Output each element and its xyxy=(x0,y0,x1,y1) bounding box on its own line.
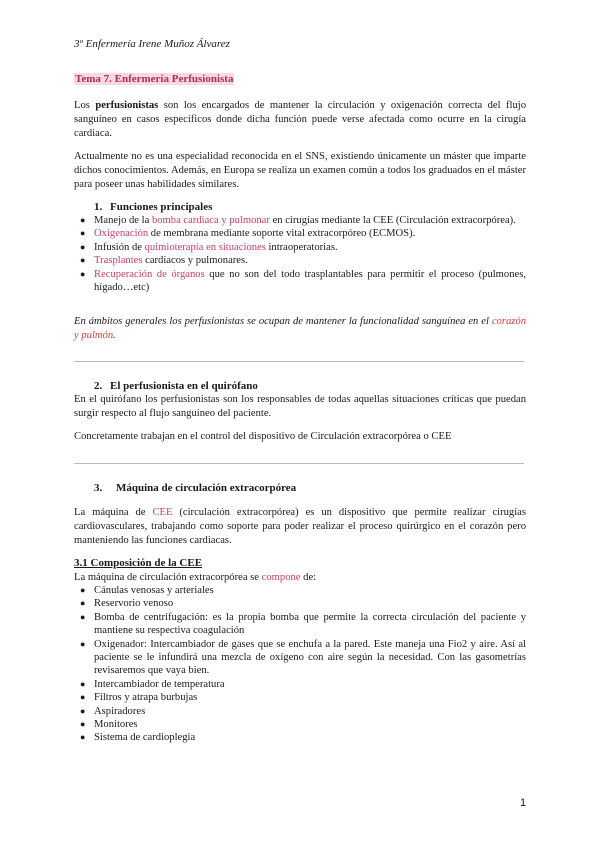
page-title: Tema 7. Enfermería Perfusionista xyxy=(75,73,234,85)
bullet-icon: ● xyxy=(80,228,86,239)
list-item: ● Infusión de quimioterapia en situaciones intraoperatorias. xyxy=(80,241,338,253)
bullet-icon: ● xyxy=(80,611,86,622)
list-item: ● Monitores xyxy=(80,719,138,731)
bullet-icon: ● xyxy=(80,215,86,225)
divider xyxy=(74,361,524,362)
list-item: ● Aspiradores xyxy=(80,705,146,717)
section-2-heading: 2. El perfusionista en el quirófano xyxy=(94,380,258,392)
bullet-icon: ● xyxy=(80,719,86,730)
list-item: ● Intercambiador de temperatura xyxy=(80,678,225,690)
term-perfusionistas: perfusionistas xyxy=(95,100,159,111)
section-2-paragraph-1: En el quirófano los perfusionistas son los responsables de todas aquellas situaciones críticas que puedan surgir respecto al flujo sanguíneo del paciente. xyxy=(74,394,526,420)
list-item: ● Oxigenación de membrana mediante soporte vital extracorpóreo (ECMOS). xyxy=(80,228,416,240)
divider xyxy=(74,463,524,464)
bullet-icon: ● xyxy=(80,241,86,252)
bullet-icon: ● xyxy=(80,678,86,689)
list-item: ● Oxigenador: Intercambiador de gases que se enchufa a la pared. Este maneja una Fio2 y aire. Así al paciente se le infundirá una mezcla de oxígeno con aire según la necesidad. Con las gasometrías revisaremos que vaya bien. xyxy=(80,638,526,677)
bullet-icon: ● xyxy=(80,692,86,703)
section-3-heading: 3. Máquina de circulación extracorpórea xyxy=(94,482,297,494)
page-number: 1 xyxy=(520,797,527,809)
bullet-icon: ● xyxy=(80,255,86,266)
bullet-icon: ● xyxy=(80,732,86,743)
list-item: ● Manejo de la bomba cardiaca y pulmonar en cirugías mediante la CEE (Circulación extracorpórea). xyxy=(80,215,516,226)
bullet-icon: ● xyxy=(80,585,86,595)
components-list xyxy=(74,584,526,745)
subsection-intro: La máquina de circulación extracorpórea se compone de: xyxy=(74,572,317,583)
subsection-3-1-heading: 3.1 Composición de la CEE xyxy=(74,557,203,569)
list-item: ● Bomba de centrifugación: es la propia bomba que permite la correcta circulación del paciente y mantiene su respectiva coagulación xyxy=(80,611,526,637)
functions-list xyxy=(74,214,526,294)
intro-paragraph-2: Actualmente no es una especialidad reconocida en el SNS, existiendo únicamente un máster que imparte dichos conocimientos. Además, en Europa se realiza un examen común a todos los graduados en el máster para poseer unas habilidades similares. xyxy=(74,151,526,191)
section-2-paragraph-2: Concretamente trabajan en el control del dispositivo de Circulación extracorpórea o CEE xyxy=(74,431,452,442)
list-item: ● Trasplantes cardiacos y pulmonares. xyxy=(80,255,248,267)
section-1-heading: 1. Funciones principales xyxy=(94,201,213,213)
intro-paragraph-1: Los perfusionistas son los encargados de mantener la circulación y oxigenación correcta del flujo sanguíneo en casos específicos donde dicha función puede verse afectada como ocurre en la cirugía cardiaca. xyxy=(74,100,526,140)
bullet-icon: ● xyxy=(80,268,86,279)
list-item: ● Recuperación de órganos que no son del todo trasplantables para permitir el proceso (pulmones, hígado…etc) xyxy=(80,268,526,294)
list-item: ● Cánulas venosas y arteriales xyxy=(80,585,214,596)
section-3-paragraph: La máquina de CEE (circulación extracorpórea) es un dispositivo que permite realizar cirugías cardiovasculares, trabajando como soporte para poder realizar el proceso quirúrgico en el corazón pero manteniendo las funciones cardiacas. xyxy=(74,507,526,547)
list-item: ● Filtros y atrapa burbujas xyxy=(80,692,198,704)
section-1-summary: En ámbitos generales los perfusionistas se ocupan de mantener la funcionalidad sanguínea en el corazón y pulmón. xyxy=(74,316,526,342)
bullet-icon: ● xyxy=(80,598,86,609)
page-header: 3º Enfermería Irene Muñoz Álvarez xyxy=(74,38,230,50)
list-item: ● Sistema de cardioplegia xyxy=(80,732,196,744)
bullet-icon: ● xyxy=(80,638,86,649)
list-item: ● Reservorio venoso xyxy=(80,598,174,610)
bullet-icon: ● xyxy=(80,705,86,716)
